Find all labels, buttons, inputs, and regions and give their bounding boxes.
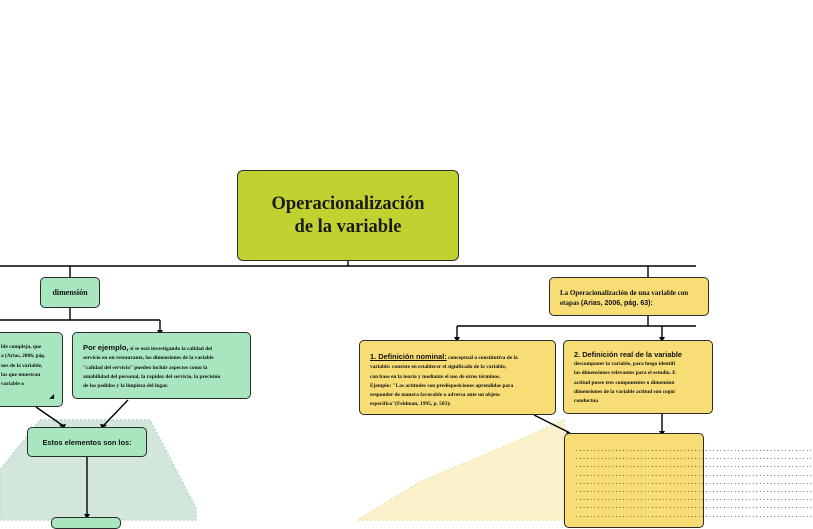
def-real-line-4: dimensiones de la variable actitud son cogni — [574, 388, 675, 395]
def-real-line-5: conductua — [574, 398, 598, 405]
ejemplo-line-3: "calidad del servicio" pueden incluir aspectos como la — [83, 364, 208, 371]
left-partial-line-4: las que muestran — [1, 371, 41, 378]
left-partial-line-2: a (Arias, 2006, pág. — [1, 353, 46, 360]
elementos-label: Estos elementos son los: — [42, 437, 132, 447]
dotted-line-8: .................................................................. — [575, 503, 813, 511]
bottom-green-node[interactable] — [51, 517, 121, 529]
left-partial-node[interactable] — [0, 332, 63, 407]
def-nominal-line-2: variable: consiste en establecer el significado de la variable, — [370, 364, 507, 371]
yellow-backdrop — [358, 420, 564, 520]
etapas-line-2: etapas — [560, 299, 580, 307]
dimension-label: dimensión — [52, 288, 88, 297]
def-nominal-line-1: conceptual o constitutiva de la — [448, 355, 518, 361]
ejemplo-node[interactable] — [72, 332, 251, 399]
left-partial-line-3: nes de la variable, — [1, 362, 43, 369]
dotted-content-node[interactable] — [564, 433, 813, 528]
def-real-line-1: descomponer la variable, para luego identifi — [574, 361, 676, 367]
dotted-line-1: .................................................................. — [575, 446, 813, 453]
def-nominal-title: 1. Definición nominal: — [370, 352, 447, 361]
ejemplo-lead: Por ejemplo, — [83, 343, 129, 352]
dotted-line-6: .................................................................. — [575, 487, 813, 495]
dimension-node[interactable] — [40, 277, 100, 308]
ejemplo-line-5: de los pedidos y la limpieza del lugar. — [83, 383, 169, 390]
def-real-line-2: las dimensiones relevantes para el estudio. E — [574, 370, 676, 377]
dotted-line-2: .................................................................. — [575, 454, 813, 462]
def-nominal-line-3: con base en la teoría y mediante el uso de otros términos. — [370, 373, 501, 380]
etapas-node[interactable] — [549, 277, 709, 316]
dotted-line-5: .................................................................. — [575, 478, 813, 486]
def-real-title: 2. Definición real de la variable — [574, 350, 683, 359]
elementos-node[interactable] — [27, 427, 147, 457]
def-nominal-line-6: específico"(Feldman, 1995, p. 503); — [370, 401, 451, 408]
def-real-node[interactable] — [563, 340, 713, 414]
dotted-line-4: .................................................................. — [575, 470, 813, 478]
ejemplo-line-2: servicio en un restaurante, las dimensiones de la variable — [83, 355, 214, 362]
dotted-line-7: .................................................................. — [575, 495, 813, 503]
left-partial-line-5: variable o — [1, 381, 24, 388]
dotted-line-9: .................................................................. — [575, 511, 813, 519]
etapas-citation: (Arias, 2006, pág. 63): — [580, 300, 653, 307]
ejemplo-line-1: si se está investigando la calidad del — [129, 346, 213, 352]
resize-corner-icon[interactable]: ◢ — [49, 394, 54, 400]
root-title-line1: Operacionalización — [271, 193, 425, 214]
etapas-line-1: La Operacionalización de una variable con — [560, 289, 689, 297]
root-node[interactable] — [237, 170, 459, 261]
def-nominal-line-4: Ejemplo: "Las actitudes son predisposiciones aprendidas para — [370, 382, 514, 389]
ejemplo-line-4: amabilidad del personal, la rapidez del servicio, la precisión — [83, 373, 221, 380]
def-nominal-line-5: responder de manera favorable o adversa ante un objeto — [370, 392, 500, 399]
left-partial-line-1: ble compleja, que — [1, 344, 42, 350]
root-title-line2: de la variable — [294, 216, 402, 237]
def-nominal-node[interactable] — [359, 340, 556, 415]
def-real-line-3: actitud posee tres componentes o dimension — [574, 379, 675, 386]
dotted-line-3: .................................................................. — [575, 462, 813, 470]
